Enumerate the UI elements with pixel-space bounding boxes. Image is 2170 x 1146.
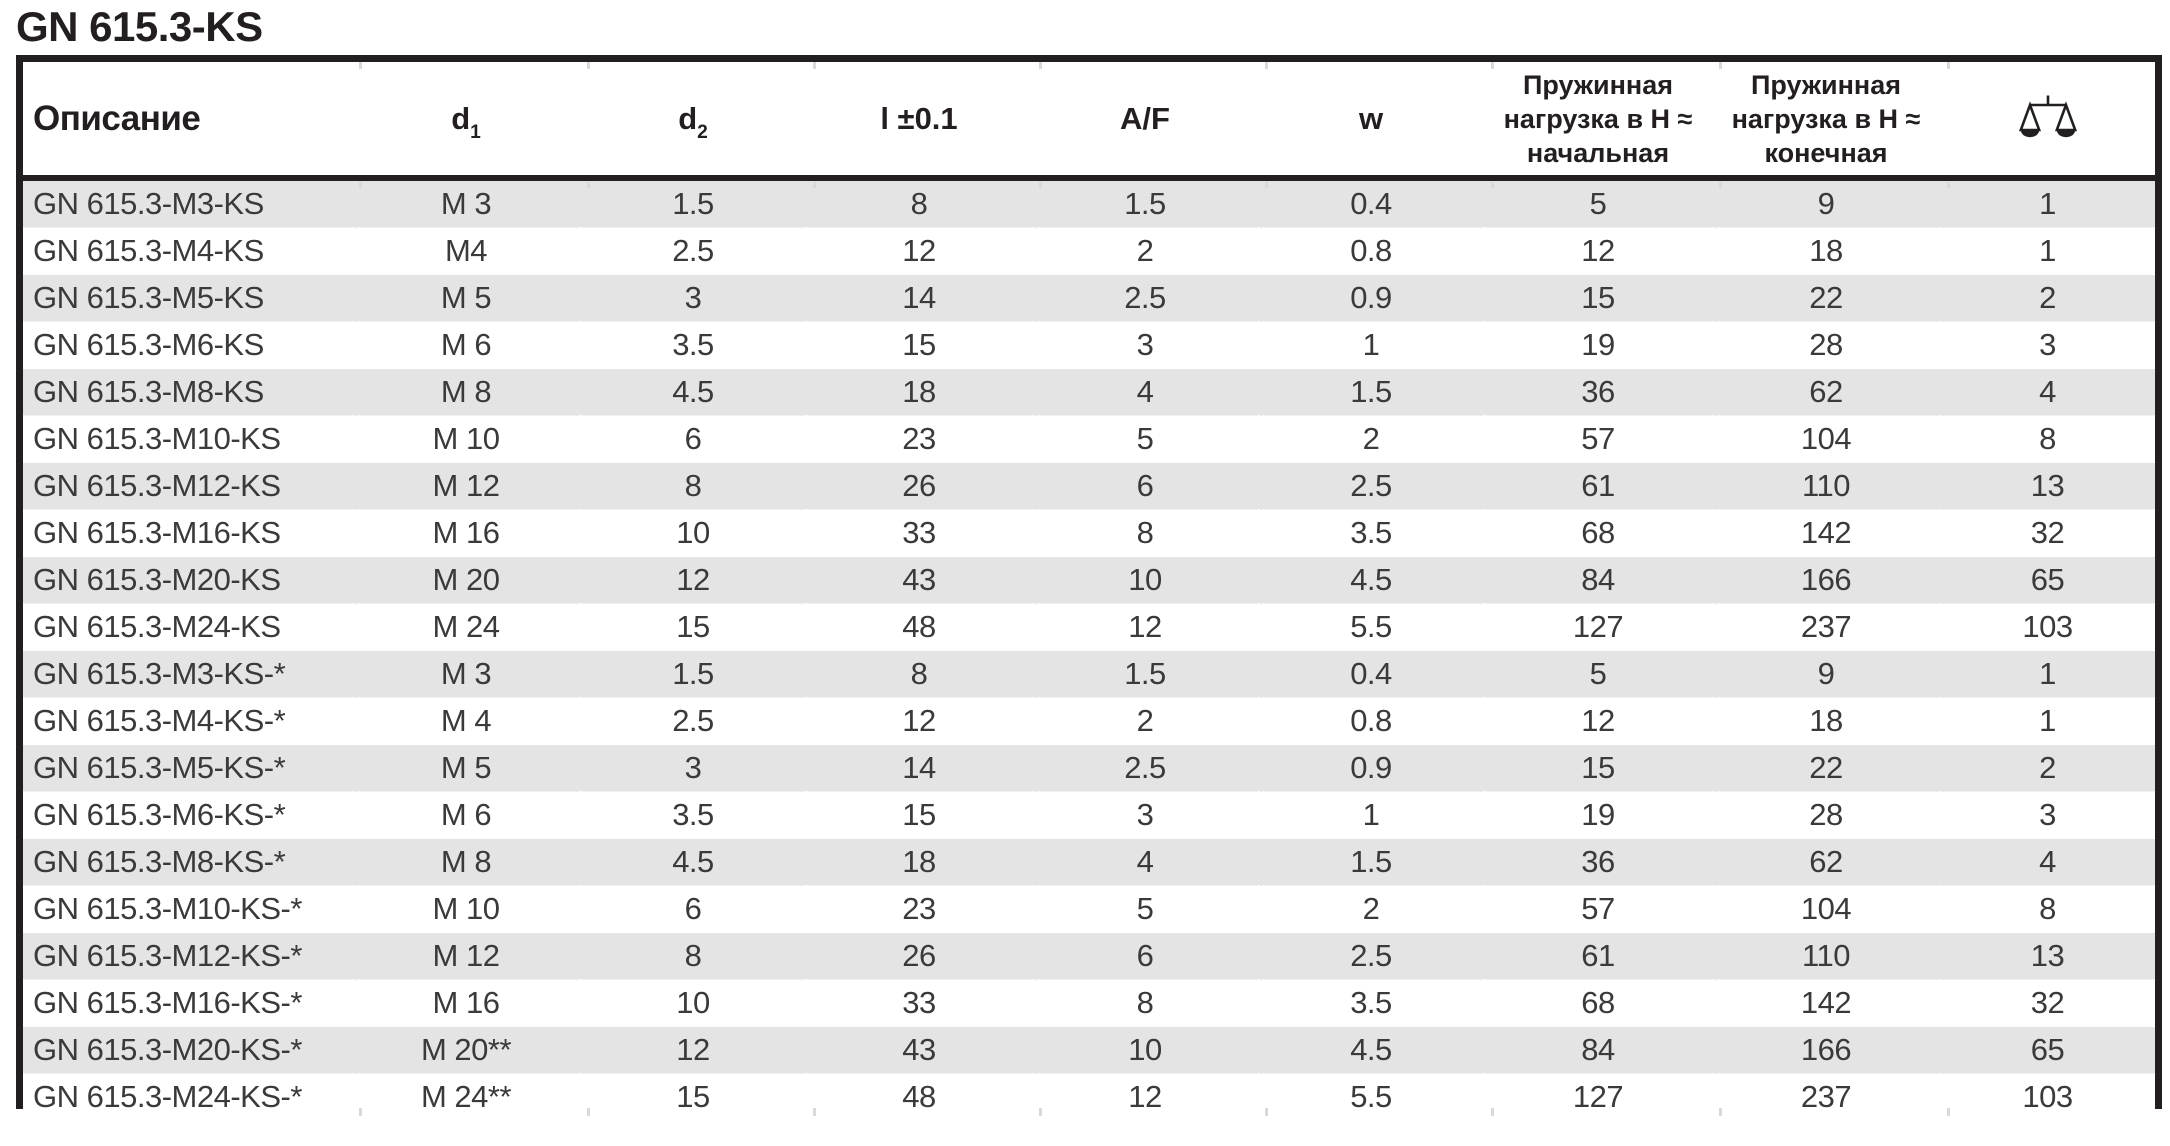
column-divider-notch	[1265, 62, 1268, 69]
cell-initial-load: 61	[1484, 933, 1712, 980]
cell-initial-load: 12	[1484, 228, 1712, 275]
column-divider-notch	[1491, 182, 1494, 188]
cell-d1: M 16	[352, 510, 580, 557]
cell-final-load: 237	[1712, 1074, 1940, 1121]
cell-final-load: 28	[1712, 792, 1940, 839]
cell-d1: M 4	[352, 698, 580, 745]
column-divider-notch	[1947, 62, 1950, 69]
col-header-af: A/F	[1032, 62, 1258, 178]
cell-af: 4	[1032, 369, 1258, 416]
d1-subscript: 1	[470, 121, 481, 143]
cell-w: 1.5	[1258, 369, 1484, 416]
cell-l: 15	[806, 792, 1032, 839]
cell-initial-load: 57	[1484, 886, 1712, 933]
cell-description: GN 615.3-M10-KS	[23, 416, 352, 463]
spec-table	[16, 55, 2162, 1114]
cell-l: 12	[806, 228, 1032, 275]
column-divider-notch	[1719, 62, 1722, 69]
table-row	[23, 228, 2155, 275]
cell-initial-load: 68	[1484, 510, 1712, 557]
cell-final-load: 9	[1712, 651, 1940, 698]
cell-d2: 3.5	[580, 322, 806, 369]
cell-description: GN 615.3-M6-KS	[23, 322, 352, 369]
table-row	[23, 178, 2155, 228]
cell-d2: 2.5	[580, 228, 806, 275]
column-divider-notch	[1039, 1108, 1042, 1116]
cell-description: GN 615.3-M8-KS	[23, 369, 352, 416]
page-title: GN 615.3-KS	[16, 3, 263, 50]
cell-d1: M 20	[352, 557, 580, 604]
cell-d1: M 24	[352, 604, 580, 651]
cell-w: 0.9	[1258, 275, 1484, 322]
cell-d2: 3	[580, 275, 806, 322]
table-row	[23, 792, 2155, 839]
cell-weight: 103	[1940, 1074, 2155, 1121]
cell-initial-load: 127	[1484, 604, 1712, 651]
cell-description: GN 615.3-M3-KS	[23, 178, 352, 228]
table-row	[23, 980, 2155, 1027]
column-divider-notch	[1491, 1108, 1494, 1116]
cell-l: 23	[806, 886, 1032, 933]
cell-l: 26	[806, 933, 1032, 980]
cell-d2: 1.5	[580, 651, 806, 698]
cell-initial-load: 36	[1484, 369, 1712, 416]
column-divider-notch	[813, 182, 816, 188]
cell-d2: 2.5	[580, 698, 806, 745]
cell-l: 15	[806, 322, 1032, 369]
cell-d1: M 20**	[352, 1027, 580, 1074]
cell-weight: 2	[1940, 275, 2155, 322]
cell-d2: 12	[580, 557, 806, 604]
column-divider-notch	[1719, 1108, 1722, 1116]
cell-af: 3	[1032, 792, 1258, 839]
cell-w: 1	[1258, 792, 1484, 839]
final-load-line2: нагрузка в Н ≈	[1731, 103, 1921, 134]
cell-weight: 1	[1940, 178, 2155, 228]
cell-af: 10	[1032, 557, 1258, 604]
final-load-line1: Пружинная	[1750, 69, 1902, 100]
cell-w: 2.5	[1258, 463, 1484, 510]
column-divider-notch	[1491, 62, 1494, 69]
cell-w: 4.5	[1258, 1027, 1484, 1074]
cell-d1: M 10	[352, 416, 580, 463]
cell-initial-load: 127	[1484, 1074, 1712, 1121]
table-row	[23, 1027, 2155, 1074]
cell-initial-load: 5	[1484, 178, 1712, 228]
cell-d2: 3	[580, 745, 806, 792]
cell-final-load: 110	[1712, 933, 1940, 980]
cell-w: 0.8	[1258, 698, 1484, 745]
cell-description: GN 615.3-M20-KS-*	[23, 1027, 352, 1074]
cell-weight: 4	[1940, 839, 2155, 886]
column-divider-notch	[1039, 62, 1042, 69]
cell-final-load: 18	[1712, 698, 1940, 745]
col-header-initial-load	[1484, 62, 1712, 178]
cell-l: 43	[806, 1027, 1032, 1074]
cell-d2: 4.5	[580, 369, 806, 416]
column-divider-notch	[1947, 182, 1950, 188]
cell-af: 2.5	[1032, 275, 1258, 322]
table-row	[23, 416, 2155, 463]
cell-description: GN 615.3-M4-KS-*	[23, 698, 352, 745]
table-row	[23, 557, 2155, 604]
col-header-weight	[1940, 62, 2155, 178]
cell-d2: 6	[580, 416, 806, 463]
cell-af: 6	[1032, 933, 1258, 980]
cell-d1: M 3	[352, 178, 580, 228]
cell-d1: M 10	[352, 886, 580, 933]
cell-initial-load: 61	[1484, 463, 1712, 510]
cell-weight: 1	[1940, 228, 2155, 275]
cell-weight: 3	[1940, 322, 2155, 369]
cell-description: GN 615.3-M6-KS-*	[23, 792, 352, 839]
spec-table-grid	[23, 62, 2155, 1120]
cell-w: 0.8	[1258, 228, 1484, 275]
cell-description: GN 615.3-M24-KS	[23, 604, 352, 651]
column-divider-notch	[1719, 182, 1722, 188]
cell-final-load: 142	[1712, 510, 1940, 557]
cell-w: 0.4	[1258, 178, 1484, 228]
initial-load-line2: нагрузка в Н ≈	[1503, 103, 1693, 134]
cell-d2: 8	[580, 463, 806, 510]
cell-weight: 32	[1940, 980, 2155, 1027]
cell-l: 8	[806, 651, 1032, 698]
column-divider-notch	[587, 62, 590, 69]
cell-l: 33	[806, 510, 1032, 557]
cell-d2: 3.5	[580, 792, 806, 839]
cell-w: 0.9	[1258, 745, 1484, 792]
cell-final-load: 166	[1712, 1027, 1940, 1074]
cell-final-load: 9	[1712, 178, 1940, 228]
cell-l: 33	[806, 980, 1032, 1027]
cell-d2: 6	[580, 886, 806, 933]
cell-description: GN 615.3-M5-KS	[23, 275, 352, 322]
cell-weight: 1	[1940, 651, 2155, 698]
cell-af: 6	[1032, 463, 1258, 510]
cell-final-load: 22	[1712, 745, 1940, 792]
cell-l: 12	[806, 698, 1032, 745]
col-header-description: Описание	[23, 62, 352, 178]
cell-w: 2.5	[1258, 933, 1484, 980]
cell-af: 10	[1032, 1027, 1258, 1074]
cell-l: 18	[806, 369, 1032, 416]
column-divider-notch	[813, 62, 816, 69]
cell-weight: 8	[1940, 416, 2155, 463]
initial-load-line1: Пружинная	[1522, 69, 1674, 100]
column-divider-notch	[1265, 1108, 1268, 1116]
cell-d2: 12	[580, 1027, 806, 1074]
cell-d2: 10	[580, 980, 806, 1027]
col-header-final-load	[1712, 62, 1940, 178]
cell-weight: 32	[1940, 510, 2155, 557]
cell-l: 26	[806, 463, 1032, 510]
cell-af: 1.5	[1032, 178, 1258, 228]
cell-d2: 15	[580, 1074, 806, 1121]
table-row	[23, 463, 2155, 510]
cell-weight: 13	[1940, 463, 2155, 510]
cell-initial-load: 84	[1484, 557, 1712, 604]
cell-d1: M 5	[352, 275, 580, 322]
cell-weight: 3	[1940, 792, 2155, 839]
cell-final-load: 28	[1712, 322, 1940, 369]
header-row	[23, 62, 2155, 178]
cell-weight: 4	[1940, 369, 2155, 416]
table-row	[23, 510, 2155, 557]
cell-af: 12	[1032, 604, 1258, 651]
cell-d1: M 16	[352, 980, 580, 1027]
cell-description: GN 615.3-M16-KS	[23, 510, 352, 557]
cell-description: GN 615.3-M24-KS-*	[23, 1074, 352, 1121]
table-row	[23, 1074, 2155, 1121]
d1-label: d	[451, 100, 471, 136]
cell-af: 2	[1032, 698, 1258, 745]
cell-initial-load: 19	[1484, 322, 1712, 369]
column-divider-notch	[359, 62, 362, 69]
cell-initial-load: 5	[1484, 651, 1712, 698]
cell-l: 8	[806, 178, 1032, 228]
cell-d2: 15	[580, 604, 806, 651]
cell-final-load: 110	[1712, 463, 1940, 510]
cell-weight: 65	[1940, 557, 2155, 604]
column-divider-notch	[587, 182, 590, 188]
column-divider-notch	[359, 1108, 362, 1116]
cell-w: 2	[1258, 416, 1484, 463]
cell-description: GN 615.3-M12-KS	[23, 463, 352, 510]
cell-d2: 10	[580, 510, 806, 557]
cell-w: 5.5	[1258, 1074, 1484, 1121]
cell-w: 2	[1258, 886, 1484, 933]
cell-final-load: 62	[1712, 369, 1940, 416]
cell-initial-load: 15	[1484, 275, 1712, 322]
cell-final-load: 104	[1712, 886, 1940, 933]
cell-initial-load: 68	[1484, 980, 1712, 1027]
cell-weight: 2	[1940, 745, 2155, 792]
cell-final-load: 166	[1712, 557, 1940, 604]
cell-initial-load: 19	[1484, 792, 1712, 839]
cell-final-load: 142	[1712, 980, 1940, 1027]
cell-final-load: 22	[1712, 275, 1940, 322]
cell-final-load: 18	[1712, 228, 1940, 275]
cell-d1: M 8	[352, 369, 580, 416]
cell-description: GN 615.3-M10-KS-*	[23, 886, 352, 933]
cell-description: GN 615.3-M5-KS-*	[23, 745, 352, 792]
cell-d1: M 6	[352, 322, 580, 369]
cell-af: 5	[1032, 886, 1258, 933]
cell-af: 2	[1032, 228, 1258, 275]
cell-d1: M4	[352, 228, 580, 275]
cell-description: GN 615.3-M8-KS-*	[23, 839, 352, 886]
cell-weight: 65	[1940, 1027, 2155, 1074]
cell-d1: M 12	[352, 933, 580, 980]
cell-d2: 1.5	[580, 178, 806, 228]
column-divider-notch	[1265, 182, 1268, 188]
cell-af: 2.5	[1032, 745, 1258, 792]
initial-load-line3: начальная	[1526, 137, 1670, 168]
cell-initial-load: 36	[1484, 839, 1712, 886]
cell-description: GN 615.3-M16-KS-*	[23, 980, 352, 1027]
cell-l: 48	[806, 604, 1032, 651]
column-divider-notch	[1039, 182, 1042, 188]
table-row	[23, 698, 2155, 745]
cell-d1: M 5	[352, 745, 580, 792]
cell-d2: 4.5	[580, 839, 806, 886]
cell-d1: M 8	[352, 839, 580, 886]
balance-scale-icon	[2019, 94, 2077, 144]
cell-af: 4	[1032, 839, 1258, 886]
cell-d1: M 24**	[352, 1074, 580, 1121]
table-row	[23, 369, 2155, 416]
col-header-d2	[580, 62, 806, 178]
cell-weight: 13	[1940, 933, 2155, 980]
cell-initial-load: 15	[1484, 745, 1712, 792]
table-row	[23, 322, 2155, 369]
cell-w: 1.5	[1258, 839, 1484, 886]
cell-final-load: 62	[1712, 839, 1940, 886]
table-row	[23, 745, 2155, 792]
cell-l: 18	[806, 839, 1032, 886]
cell-af: 8	[1032, 510, 1258, 557]
d2-label: d	[678, 100, 698, 136]
cell-w: 0.4	[1258, 651, 1484, 698]
cell-initial-load: 12	[1484, 698, 1712, 745]
final-load-line3: конечная	[1764, 137, 1888, 168]
table-row	[23, 886, 2155, 933]
cell-l: 14	[806, 745, 1032, 792]
col-header-l: l ±0.1	[806, 62, 1032, 178]
d2-subscript: 2	[697, 121, 708, 143]
cell-l: 43	[806, 557, 1032, 604]
cell-af: 8	[1032, 980, 1258, 1027]
cell-af: 3	[1032, 322, 1258, 369]
cell-description: GN 615.3-M3-KS-*	[23, 651, 352, 698]
cell-d1: M 12	[352, 463, 580, 510]
cell-description: GN 615.3-M4-KS	[23, 228, 352, 275]
cell-l: 14	[806, 275, 1032, 322]
cell-weight: 1	[1940, 698, 2155, 745]
table-row	[23, 604, 2155, 651]
cell-initial-load: 57	[1484, 416, 1712, 463]
cell-w: 5.5	[1258, 604, 1484, 651]
table-row	[23, 839, 2155, 886]
cell-weight: 8	[1940, 886, 2155, 933]
cell-d1: M 3	[352, 651, 580, 698]
col-header-d1	[352, 62, 580, 178]
cell-initial-load: 84	[1484, 1027, 1712, 1074]
table-row	[23, 933, 2155, 980]
cell-description: GN 615.3-M12-KS-*	[23, 933, 352, 980]
cell-final-load: 237	[1712, 604, 1940, 651]
cell-w: 3.5	[1258, 980, 1484, 1027]
cell-description: GN 615.3-M20-KS	[23, 557, 352, 604]
table-row	[23, 651, 2155, 698]
cell-af: 1.5	[1032, 651, 1258, 698]
cell-w: 4.5	[1258, 557, 1484, 604]
cell-w: 3.5	[1258, 510, 1484, 557]
cell-l: 48	[806, 1074, 1032, 1121]
cell-w: 1	[1258, 322, 1484, 369]
column-divider-notch	[359, 182, 362, 188]
cell-af: 5	[1032, 416, 1258, 463]
cell-l: 23	[806, 416, 1032, 463]
cell-d1: M 6	[352, 792, 580, 839]
table-row	[23, 275, 2155, 322]
column-divider-notch	[587, 1108, 590, 1116]
col-header-w: w	[1258, 62, 1484, 178]
cell-af: 12	[1032, 1074, 1258, 1121]
column-divider-notch	[1947, 1108, 1950, 1116]
cell-d2: 8	[580, 933, 806, 980]
cell-final-load: 104	[1712, 416, 1940, 463]
cell-weight: 103	[1940, 604, 2155, 651]
column-divider-notch	[813, 1108, 816, 1116]
